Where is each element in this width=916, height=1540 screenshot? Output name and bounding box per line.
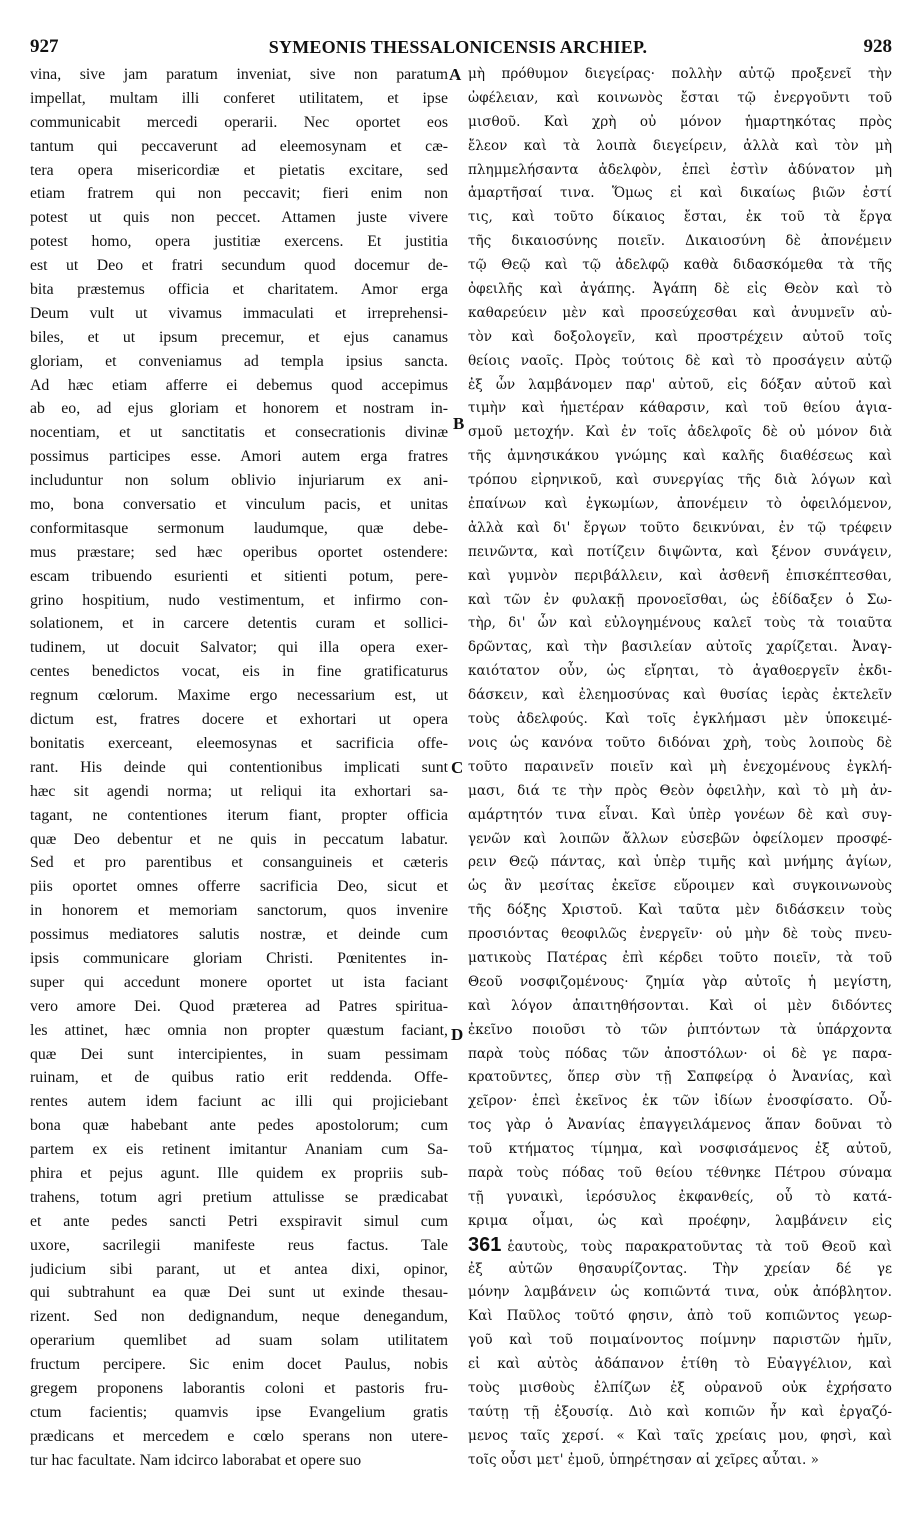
greek-text-line xyxy=(468,1138,892,1162)
text-line-content: phira et pejus agunt. Ille quidem ex propriis sub- xyxy=(30,1164,448,1182)
text-line-content: vero amore Dei. Quod præterea ad Patres spiritua- xyxy=(30,997,448,1015)
latin-text-line xyxy=(30,182,448,206)
text-line-content: πεινῶντα, καὶ ποτίζειν διψῶντα, καὶ ξένον συνάγειν, xyxy=(468,543,892,560)
text-line-content: operarium quemlibet ad suam solam utilitatem xyxy=(30,1332,448,1350)
latin-text-line xyxy=(30,589,448,613)
margin-marker-d: D xyxy=(451,1025,464,1044)
text-line-content: communicabit mercedi operarii. Nec oportet eos xyxy=(30,113,448,131)
text-line-content: tudinem, ut docuit Salvator; qui illa opera exer- xyxy=(30,639,448,657)
text-line-content: ἔλεον καὶ τὰ λοιπὰ διεγείρειν, ἀλλὰ καὶ τὸν μὴ xyxy=(468,137,892,154)
text-line-content: bonitatis exerceant, eleemosynas et sacrificia offe- xyxy=(30,734,448,752)
margin-marker-a: A xyxy=(449,65,462,84)
greek-text-line xyxy=(468,1043,892,1067)
latin-text-line xyxy=(30,135,448,159)
text-line-content: Ad hæc etiam afferre ei debemus quod accepimus xyxy=(30,376,448,394)
text-line-content: τῆς ἀμνησικάκου γνώμης καὶ καλῆς διαθέσεως καὶ xyxy=(468,448,892,465)
latin-text-line xyxy=(30,87,448,111)
latin-text-line xyxy=(30,804,448,828)
text-line-content: in honorem et memoriam sanctorum, quos invenire xyxy=(30,902,448,920)
text-line-content: grino hospitium, nudo vestimentum, et infirmo con- xyxy=(30,591,448,609)
text-line-content: rizent. Sed non dedignandum, neque denegandum, xyxy=(30,1308,448,1326)
greek-text-line xyxy=(468,1401,892,1425)
text-line-content: ἁμαρτῆσαί τινα. Ὅμως εἰ καὶ δικαίως βιῶν ἐστί xyxy=(468,185,892,202)
text-line-content: γοῦ καὶ τοῦ ποιμαίνοντος ποίμνην παριστῶν ἡμῖν, xyxy=(468,1332,892,1349)
text-line-content: τῆς δόξης Χριστοῦ. Καὶ ταῦτα μὲν διδάσκειν τοὺς xyxy=(468,902,892,919)
latin-text-line xyxy=(30,159,448,183)
text-line-content: τοὺς μισθοὺς ἐλπίζων ἐξ οὐρανοῦ οὐκ ἐχρήσατο xyxy=(468,1379,892,1396)
latin-text-line xyxy=(30,374,448,398)
text-line-content: τῇ γυναικὶ, ἱερόσυλος ἐκφανθείς, οὗ τὸ κατά- xyxy=(468,1188,892,1205)
greek-text-line xyxy=(468,899,892,923)
latin-text-line xyxy=(30,1114,448,1138)
text-line-content: μενος ταῖς χερσί. « Καὶ ταῖς χρείαις μου, φησὶ, καὶ xyxy=(468,1427,892,1444)
text-line-content: τοῦτο παραινεῖν ποιεῖν καὶ μὴ ἐνεχομένους ἐγκλή- xyxy=(468,758,892,775)
latin-text-line xyxy=(30,1377,448,1401)
greek-text-line xyxy=(468,1114,892,1138)
text-line-content: ἑαυτοὺς, τοὺς παρακρατοῦντας τὰ τοῦ Θεοῦ καὶ xyxy=(507,1238,892,1255)
text-line-content: tera opera misericordiæ et pietatis excitare, sed xyxy=(30,161,448,179)
latin-text-line xyxy=(30,923,448,947)
margin-marker-b: B xyxy=(453,414,465,433)
text-line-content: nocentiam, et ut sanctitatis et consecrationis divinæ xyxy=(30,424,448,442)
text-line-content: νοις ὡς κανόνα τοῦτο διδόναι χρὴ, τοὺς λοιποὺς δὲ xyxy=(468,734,892,751)
greek-text-line xyxy=(468,206,892,230)
latin-text-line xyxy=(30,517,448,541)
latin-text-line xyxy=(30,230,448,254)
text-line-content: κρατοῦντες, ὅπερ σὺν τῇ Σαπφείρᾳ ὁ Ἀνανίας, καὶ xyxy=(468,1069,892,1086)
text-line-content: potest ut quis non peccet. Attamen juste vivere xyxy=(30,209,448,227)
latin-text-line xyxy=(30,206,448,230)
greek-text-line xyxy=(468,1258,892,1282)
text-line-content: qui subtrahunt ea quæ Dei sunt ut exinde thesau- xyxy=(30,1284,448,1302)
greek-column xyxy=(468,63,892,1473)
latin-text-line xyxy=(30,995,448,1019)
latin-text-line xyxy=(30,1258,448,1282)
latin-text-line xyxy=(30,302,448,326)
latin-text-line xyxy=(30,1425,448,1449)
text-line-content: fructum percipere. Sic enim docet Paulus, nobis xyxy=(30,1356,448,1374)
text-line-content: judicium sibi parant, ut et antea dixi, opinor, xyxy=(30,1260,448,1278)
latin-text-line xyxy=(30,1281,448,1305)
greek-text-line xyxy=(468,374,892,398)
greek-text-line xyxy=(468,230,892,254)
latin-text-line xyxy=(30,1329,448,1353)
text-line-content: conformitasque sermonum laudumque, quæ debe- xyxy=(30,519,448,537)
greek-text-line xyxy=(468,493,892,517)
text-line-content: ἐξ αὐτῶν θησαυρίζοντας. Τὴν χρείαν δέ γε xyxy=(468,1260,892,1277)
greek-text-line xyxy=(468,469,892,493)
latin-text-line xyxy=(30,421,448,445)
text-line-content: ρειν Θεῷ πάντας, καὶ ὑπὲρ τιμῆς καὶ μνήμης ἁγίων, xyxy=(468,854,892,871)
text-line-content: rant. His deinde qui contentionibus implicati sunt xyxy=(30,758,448,776)
greek-text-line xyxy=(468,660,892,684)
greek-text-line xyxy=(468,182,892,206)
text-line-content: super qui accedunt monere oportet ut ista faciant xyxy=(30,973,448,991)
latin-text-line xyxy=(30,828,448,852)
text-line-content: centes benedictos vocat, eis in fine gratificaturus xyxy=(30,663,448,681)
greek-text-line xyxy=(468,87,892,111)
greek-text-line xyxy=(468,111,892,135)
greek-text-line xyxy=(468,684,892,708)
greek-text-line xyxy=(468,1425,892,1449)
greek-text-line xyxy=(468,302,892,326)
text-line-content: τις, καὶ τοῦτο δίκαιος ἔσται, ἐκ τοῦ τὰ ἔργα xyxy=(468,209,892,226)
greek-text-line xyxy=(468,1019,892,1043)
text-line-content: μισθοῦ. Καὶ χρὴ οὐ μόνον ἡμαρτηκότας πρὸς xyxy=(468,113,892,130)
text-line-content: ipsis communicare gloriam Christi. Pœnitentes in- xyxy=(30,949,448,967)
greek-text-line xyxy=(468,1329,892,1353)
greek-text-line xyxy=(468,828,892,852)
greek-text-line xyxy=(468,780,892,804)
greek-text-line xyxy=(468,1234,892,1258)
text-line-content: etiam fratrem qui non peccavit; fieri enim non xyxy=(30,185,448,203)
text-line-content: μόνην λαμβάνειν ὡς κοπιῶντά τινα, οὐκ ἀπόβλητον. xyxy=(468,1284,892,1301)
text-line-content: est ut Deo et fratri secundum quod docemur de- xyxy=(30,257,448,275)
latin-text-line xyxy=(30,732,448,756)
greek-text-line xyxy=(468,159,892,183)
greek-text-line xyxy=(468,612,892,636)
latin-text-line xyxy=(30,445,448,469)
latin-text-line xyxy=(30,326,448,350)
greek-text-line xyxy=(468,732,892,756)
text-line-content: les attinet, hæc omnia non propter quæstum faciant, xyxy=(30,1021,448,1039)
latin-text-line xyxy=(30,851,448,875)
text-line-content: Θεοῦ νοσφιζομένους· ζημία γὰρ αὐτοῖς ἡ μεγίστη, xyxy=(468,973,892,990)
text-line-content: καὶ γυμνὸν περιβάλλειν, καὶ ἀσθενῆ ἐπισκέπτεσθαι, xyxy=(468,567,892,584)
greek-text-line xyxy=(468,636,892,660)
greek-text-line xyxy=(468,350,892,374)
greek-text-line xyxy=(468,1162,892,1186)
greek-text-line xyxy=(468,397,892,421)
text-line-content: tagant, ne contentiones iterum fiant, propter officia xyxy=(30,806,448,824)
text-line-content: εἰ καὶ αὐτὸς ἀδάπανον ἐτίθη τὸ Εὐαγγέλιον, καὶ xyxy=(468,1356,892,1373)
text-line-content: escam tribuendo esurienti et sitienti potum, pere- xyxy=(30,567,448,585)
text-line-content: ματικοὺς Πατέρας ἐπὶ κέρδει τοῦτο ποιεῖν, τὰ τοῦ xyxy=(468,949,892,966)
text-line-content: tantum qui peccaverunt ad eleemosynam et cæ- xyxy=(30,137,448,155)
text-line-content: solationem, et in carcere detentis curam et sollici- xyxy=(30,615,448,633)
text-line-content: potest homo, opera justitiæ exercens. Et justitia xyxy=(30,233,448,251)
text-line-content: dictum est, fratres docere et exhortari ut opera xyxy=(30,711,448,729)
text-line-content: κριμα οἶμαι, ὡς καὶ προέφην, λαμβάνειν εἰς xyxy=(468,1212,892,1229)
text-line-content: vina, sive jam paratum inveniat, sive non paratum xyxy=(30,66,448,83)
greek-text-line xyxy=(468,135,892,159)
text-line-content: τιμὴν καὶ ἡμετέραν κάθαρσιν, καὶ τοῦ θείου ἁγια- xyxy=(468,400,892,417)
greek-text-line xyxy=(468,63,892,87)
text-line-content: παρὰ τοὺς πόδας τῶν ἀποστόλων· οἱ δὲ γε παρα- xyxy=(468,1045,892,1062)
greek-text-line xyxy=(468,1449,892,1473)
text-line-content: rentes autem idem faciunt ac illi qui projiciebant xyxy=(30,1093,448,1111)
text-line-content: mus præstare; sed hæc operibus oportet ostendere: xyxy=(30,543,448,561)
text-line-content: ctum facientis; quamvis ipse Evangelium gratis xyxy=(30,1403,448,1421)
text-line-content: ὡς ἂν μεσίτας ἐκεῖσε εὕροιμεν καὶ συγκοινωνοὺς xyxy=(468,878,892,895)
text-line-content: tur hac facultate. Nam idcirco laborabat et opere suo xyxy=(30,1451,362,1469)
text-line-content: prædicans et mercedem e cœlo sperans non utere- xyxy=(30,1427,448,1445)
text-line-content: ruinam, et de quibus ratio erit reddenda. Offe- xyxy=(30,1069,448,1087)
text-line-content: δρῶντας, καὶ τὴν βασιλείαν αὐτοῖς χαρίζεται. Ἀναγ- xyxy=(468,639,892,656)
text-line-content: καθαρεύειν μὲν καὶ προσεύχεσθαι καὶ ἀνυμνεῖν αὐ- xyxy=(468,304,892,321)
latin-text-line xyxy=(30,565,448,589)
margin-marker-c: C xyxy=(451,758,464,777)
latin-text-line xyxy=(30,612,448,636)
greek-text-line xyxy=(468,851,892,875)
text-line-content: biles, et ut ipsum precemur, et ejus canamus xyxy=(30,328,448,346)
greek-text-line xyxy=(468,995,892,1019)
text-line-content: τοῖς οὖσι μετ' ἐμοῦ, ὑπηρέτησαν αἱ χεῖρες αὗται. » xyxy=(468,1451,819,1468)
text-line-content: quæ Dei sunt intercipientes, in suam pessimam xyxy=(30,1045,448,1063)
text-line-content: τῆς δικαιοσύνης ποιεῖν. Δικαιοσύνη δὲ ἀπονέμειν xyxy=(468,233,892,250)
latin-text-line xyxy=(30,397,448,421)
text-line-content: καιότατον οὖν, ὡς εἴρηται, τὸ ἀγαθοεργεῖν ἐκδι- xyxy=(468,663,892,680)
text-line-content: μασι, διά τε τὴν πρὸς Θεὸν ὀφειλὴν, καὶ τὸ μὴ ἀν- xyxy=(468,782,892,799)
greek-text-line xyxy=(468,254,892,278)
page-number-left: 927 xyxy=(30,36,59,57)
text-line-content: trahens, totum agri pretium attulisse se prædicabat xyxy=(30,1188,448,1206)
text-line-content: ὠφέλειαν, καὶ κοινωνὸς ἔσται τῷ ἐνεργοῦντι τοῦ xyxy=(468,89,892,106)
latin-text-line xyxy=(30,1019,448,1043)
latin-text-line xyxy=(30,1210,448,1234)
text-line-content: ἐπαίνων καὶ ἐγκωμίων, ἀπονέμειν τὸ ὀφειλόμενον, xyxy=(468,496,892,513)
latin-text-line xyxy=(30,1043,448,1067)
text-line-content: possimus participes esse. Amori autem erga fratres xyxy=(30,448,448,466)
greek-text-line xyxy=(468,875,892,899)
text-line-content: mo, bona conversatio et vinculum pacis, et unitas xyxy=(30,496,448,514)
text-line-content: δάσκειν, καὶ ἐλεημοσύνας καὶ θυσίας ἱερὰς ἐκτελεῖν xyxy=(468,687,892,704)
latin-text-line xyxy=(30,254,448,278)
text-line-content: ἀλλὰ καὶ δι' ἔργων τοῦτο δεικνύναι, ἐν τῷ τρέφειν xyxy=(468,519,892,536)
greek-text-line xyxy=(468,445,892,469)
greek-text-line xyxy=(468,1090,892,1114)
latin-text-line xyxy=(30,493,448,517)
greek-text-line xyxy=(468,326,892,350)
latin-text-line xyxy=(30,541,448,565)
text-line-content: τρόπου εἰρηνικοῦ, καὶ συνεργίας τῆς διὰ λόγων καὶ xyxy=(468,472,892,489)
text-line-content: uxore, sacrilegii manifeste reus factus. Tale xyxy=(30,1236,448,1254)
greek-text-line xyxy=(468,589,892,613)
latin-text-line xyxy=(30,875,448,899)
text-line-content: πλημμελήσαντα ἀδελφὸν, ἐπεὶ ἐστὶν ἀδύνατον μὴ xyxy=(468,161,892,178)
text-line-content: παρὰ τοὺς πόδας τοῦ θείου τέθνηκε Πέτρου σύναμα xyxy=(468,1164,892,1181)
text-line-content: προσιόντας θεοφιλῶς ἐνεργεῖν· οὐ μὴν δὲ τοὺς πνευ- xyxy=(468,926,892,943)
greek-text-line xyxy=(468,565,892,589)
text-line-content: piis oportet omnes offerre sacrificia Deo, sicut et xyxy=(30,878,448,896)
latin-text-line xyxy=(30,350,448,374)
greek-text-line xyxy=(468,756,892,780)
text-line-content: τὸν καὶ δοξολογεῖν, καὶ προστρέχειν αὐτοῦ τοῖς xyxy=(468,328,892,345)
text-line-content: bona quæ habebant ante pedes apostolorum; cum xyxy=(30,1117,448,1135)
text-line-content: et ante pedes sancti Petri exspiravit simul cum xyxy=(30,1212,448,1230)
greek-text-line xyxy=(468,1377,892,1401)
greek-text-line xyxy=(468,1305,892,1329)
latin-text-line xyxy=(30,1186,448,1210)
column-anchor-number: 361 xyxy=(468,1233,502,1256)
text-line-content: τῷ Θεῷ καὶ τῷ ἀδελφῷ καθὰ διδασκόμεθα τὰ τῆς xyxy=(468,257,892,274)
latin-text-line xyxy=(30,278,448,302)
text-line-content: gloriam, et conveniamus ad templa ipsius sancta. xyxy=(30,352,448,370)
latin-text-line xyxy=(30,1162,448,1186)
text-line-content: partem ex eis retinent imitantur Ananiam cum Sa- xyxy=(30,1141,448,1159)
text-line-content: includuntur non solum oblivio injuriarum ex ani- xyxy=(30,472,448,490)
greek-text-line xyxy=(468,421,892,445)
text-line-content: regnum cœlorum. Maxime ergo necessarium est, ut xyxy=(30,687,448,705)
latin-text-line xyxy=(30,756,448,780)
text-line-content: τος γὰρ ὁ Ἀνανίας ἐπαγγειλάμενος ἅπαν δοῦναι τὸ xyxy=(468,1117,892,1134)
latin-text-line xyxy=(30,684,448,708)
text-line-content: αμάρτητόν τινα εἶναι. Καὶ ὑπὲρ γονέων δὲ καὶ συγ- xyxy=(468,806,892,823)
latin-text-line xyxy=(30,1066,448,1090)
greek-text-line xyxy=(468,517,892,541)
latin-column xyxy=(30,63,448,1473)
text-line-content: ab eo, ad ejus gloriam et honorem et nostram in- xyxy=(30,400,448,418)
text-line-content: Καὶ Παῦλος τοῦτό φησιν, ἀπὸ τοῦ κοπιῶντος γεωρ- xyxy=(468,1308,892,1325)
text-line-content: μὴ πρόθυμον διεγείρας· πολλὴν αὐτῷ προξενεῖ τὴν xyxy=(468,66,892,82)
latin-text-line xyxy=(30,947,448,971)
text-line-content: possimus mediatores salutis nostræ, et deinde cum xyxy=(30,926,448,944)
latin-text-line xyxy=(30,469,448,493)
text-line-content: θείοις ναοῖς. Πρὸς τούτοις δὲ καὶ τὸ προσάγειν αὐτῷ xyxy=(468,352,892,369)
text-line-content: τοῦ κτήματος τίμημα, καὶ νοσφισάμενος ἐξ αὐτοῦ, xyxy=(468,1141,892,1158)
text-line-content: quæ Deo debentur et ne quis in peccatum labatur. xyxy=(30,830,448,848)
text-line-content: Sed et pro parentibus et consanguineis et cæteris xyxy=(30,854,448,872)
latin-text-line xyxy=(30,899,448,923)
text-line-content: ὀφειλῆς καὶ ἀγάπης. Ἀγάπη δὲ εἰς Θεὸν καὶ τὸ xyxy=(468,281,892,298)
text-line-content: χεῖρον· ἐπεὶ ἐκεῖνος ἐκ τῶν ἰδίων ἐνοσφίσατο. Οὗ- xyxy=(468,1093,892,1110)
text-line-content: σμοῦ μετοχήν. Καὶ ἐν τοῖς ἀδελφοῖς δὲ οὐ μόνον διὰ xyxy=(468,424,892,441)
text-line-content: τὴρ, δι' ὧν καὶ εὐλογημένους καλεῖ τοὺς τὰ τοιαῦτα xyxy=(468,615,892,632)
latin-text-line xyxy=(30,63,448,87)
latin-text-line xyxy=(30,780,448,804)
greek-text-line xyxy=(468,1210,892,1234)
greek-text-line xyxy=(468,708,892,732)
text-line-content: γενῶν καὶ λοιπῶν ἄλλων εὐσεβῶν ὀφείλομεν προσφέ- xyxy=(468,830,892,847)
greek-text-line xyxy=(468,923,892,947)
page-number-right: 928 xyxy=(863,36,892,57)
latin-text-line xyxy=(30,1138,448,1162)
text-line-content: τοὺς ἀδελφούς. Καὶ τοῖς ἐγκλήμασι μὲν ὑποκειμέ- xyxy=(468,711,892,728)
running-title: SYMEONIS THESSALONICENSIS ARCHIEP. xyxy=(268,37,648,57)
latin-text-line xyxy=(30,1305,448,1329)
text-line-content: gregem proponens laborantis coloni et pastoris fru- xyxy=(30,1379,448,1397)
latin-text-line xyxy=(30,1090,448,1114)
greek-text-line xyxy=(468,278,892,302)
text-line-content: ἐξ ὧν λαμβάνομεν παρ' αὐτοῦ, εἰς δόξαν αὐτοῦ καὶ xyxy=(468,376,892,393)
greek-text-line xyxy=(468,541,892,565)
text-line-content: impellat, multam illi conferet utilitatem, et ipse xyxy=(30,89,448,107)
latin-text-line xyxy=(30,1234,448,1258)
latin-text-line xyxy=(30,971,448,995)
greek-text-line xyxy=(468,1353,892,1377)
greek-text-line xyxy=(468,971,892,995)
text-line-content: bita præstemus officia et charitatem. Amor erga xyxy=(30,281,448,299)
greek-text-line xyxy=(468,804,892,828)
greek-text-line xyxy=(468,1066,892,1090)
text-line-content: καὶ λόγον ἀπαιτηθήσονται. Καὶ οἱ μὲν διδόντες xyxy=(468,997,892,1014)
greek-text-line xyxy=(468,1281,892,1305)
greek-text-line xyxy=(468,1186,892,1210)
latin-text-line xyxy=(30,111,448,135)
text-line-content: ταύτῃ τῇ ἐξουσίᾳ. Διὸ καὶ κοπιῶν ἦν καὶ ἐργαζό- xyxy=(468,1403,892,1420)
latin-text-line xyxy=(30,660,448,684)
text-line-content: hæc sit agendi norma; ut reliqui ita exhortari sa- xyxy=(30,782,448,800)
latin-text-line xyxy=(30,708,448,732)
latin-text-line xyxy=(30,1353,448,1377)
latin-text-line xyxy=(30,1449,448,1473)
text-line-content: Deum vult ut vivamus immaculati et irreprehensi- xyxy=(30,304,448,322)
text-line-content: καὶ τῶν ἐν φυλακῇ προνοεῖσθαι, ὡς ἐδίδαξεν ὁ Σω- xyxy=(468,591,892,608)
text-line-content: ἐκεῖνο ποιοῦσι τὸ τῶν ῥιπτόντων τὰ ὑπάρχοντα xyxy=(468,1021,892,1038)
latin-text-line xyxy=(30,636,448,660)
latin-text-line xyxy=(30,1401,448,1425)
greek-text-line xyxy=(468,947,892,971)
